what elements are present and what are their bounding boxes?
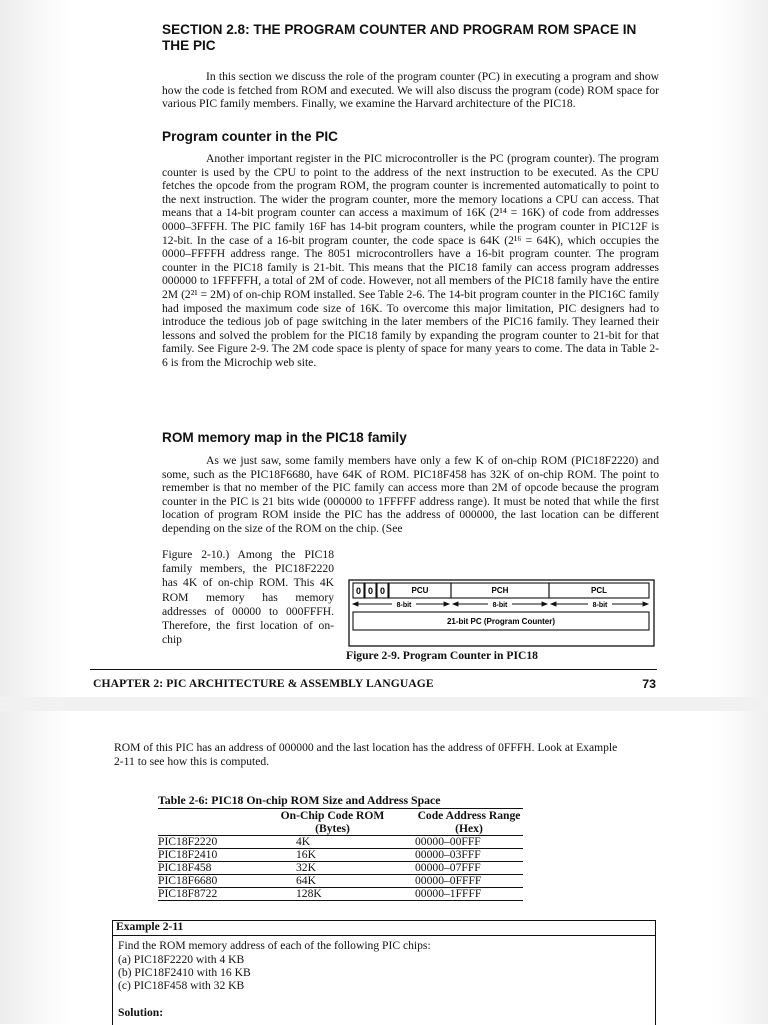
continuation-paragraph: ROM of this PIC has an address of 000000 and the last location has the address of 0FFFH. Look at Example 2-11 to see how this is computed. — [114, 741, 618, 768]
table-row — [158, 849, 523, 862]
pcu-bits-label: 8-bit — [396, 602, 412, 609]
table-row — [158, 888, 523, 901]
example-question: Find the ROM memory address of each of the following PIC chips: — [118, 939, 431, 952]
solution-label: Solution: — [118, 1006, 164, 1019]
pcl-bits-label: 8-bit — [592, 602, 608, 609]
scan-shadow-right — [708, 0, 768, 1024]
rom-cell: 16K — [250, 849, 415, 862]
table-row — [158, 836, 523, 849]
rom-cell: 64K — [250, 875, 415, 888]
rom-cell: 128K — [250, 888, 415, 901]
pcu-label: PCU — [411, 586, 429, 595]
rom-cell: 4K — [250, 836, 415, 849]
example-item-b: (b) PIC18F2410 with 16 KB — [118, 966, 251, 979]
section-title: SECTION 2.8: THE PROGRAM COUNTER AND PROGRAM ROM SPACE IN THE PIC — [162, 22, 637, 53]
rom-cell: 32K — [250, 862, 415, 875]
table-row — [158, 875, 523, 888]
pch-label: PCH — [491, 586, 509, 595]
page-number: 73 — [642, 677, 656, 691]
range-cell: 00000–1FFFF — [415, 888, 523, 901]
example-item-c: (c) PIC18F458 with 32 KB — [118, 979, 245, 992]
range-cell: 00000–00FFF — [415, 836, 523, 849]
footer-rule — [90, 669, 657, 670]
example-title: Example 2-11 — [116, 920, 184, 933]
program-counter-paragraph: Another important register in the PIC microcontroller is the PC (program counter). The program counter is used by the CPU to point to the address of the next instruction to be executed. As the CPU fetches the opcode from the program ROM, the program counter is incremented automatically to point to the next instruction. The wider the program counter, more the memory locations a CPU can access. That means that a 14-bit program counter can access a maximum of 16K (2¹⁴ = 16K) of code from addresses 0000–3FFFH. The PIC family 16F has 14-bit program counters, while the program counter in PIC12F is 12-bit. In the case of a 16-bit program counter, the code space is 64K (2¹⁶ = 64K), which occupies the 0000–FFFFH address range. The 8051 microcontrollers have a 16-bit program counter. The program counter in the PIC18 family is 21-bit. This means that the PIC18 family can access program addresses 000000 to 1FFFFFH, a total of 2M of code. However, not all members of the PIC18 family have the entire 2M (2²¹ = 2M) of on-chip ROM installed. See Table 2-6. The 14-bit program counter in the PIC16C family had imposed the maximum code size of 16K. To overcome this major limitation, PIC designers had to introduce the tedious job of page switching in the later members of the PIC16 family. They learned their lessons and solved the problem for the PIC18 family by expanding the program counter to 21-bit for that family. See Figure 2-9. The 2M code space is plenty of space for many years to come. The data in Table 2-6 is from the Microchip web site. — [162, 152, 659, 369]
table-row — [158, 862, 523, 875]
range-cell: 00000–03FFF — [415, 849, 523, 862]
table-header-range: Code Address Range — [417, 809, 521, 822]
zero-bit-label: 0 — [355, 586, 362, 596]
rom-memory-map-paragraph: As we just saw, some family members have only a few K of on-chip ROM (PIC18F2220) and some, such as the PIC18F6680, have 64K of ROM. PIC18F458 has 32K of on-chip ROM. The point to remember is that no member of the PIC family can access more than 2M of opcode because the program counter in the PIC is 21 bits wide (000000 to 1FFFFF address range). It must be noted that while the first location of program ROM inside the PIC has the address of 000000, the last location can be different depending on the size of the ROM on the chip. (See — [162, 454, 659, 535]
range-cell: 00000–07FFF — [415, 862, 523, 875]
table-header-range-unit: (Hex) — [415, 822, 523, 836]
page-gap — [0, 697, 768, 711]
zero-bit-label: 0 — [379, 586, 386, 596]
chip-cell: PIC18F6680 — [158, 875, 250, 888]
table-header-rom-unit: (Bytes) — [250, 822, 415, 836]
chip-cell: PIC18F458 — [158, 862, 250, 875]
table-title: Table 2-6: PIC18 On-chip ROM Size and Address Space — [158, 794, 523, 809]
example-item-a: (a) PIC18F2220 with 4 KB — [118, 953, 245, 966]
range-cell: 00000–0FFFF — [415, 875, 523, 888]
scan-shadow-left — [0, 0, 72, 1024]
table-header-chip — [158, 809, 250, 822]
subheading-program-counter: Program counter in the PIC — [162, 129, 338, 144]
program-counter-figure — [345, 578, 657, 650]
chip-cell: PIC18F2220 — [158, 836, 250, 849]
figure-caption: Figure 2-9. Program Counter in PIC18 — [346, 649, 538, 662]
chip-cell: PIC18F8722 — [158, 888, 250, 901]
chip-cell: PIC18F2410 — [158, 849, 250, 862]
intro-paragraph: In this section we discuss the role of the program counter (PC) in executing a program and show how the code is fetched from ROM and executed. We will also discuss the program (code) ROM space for various PIC family members. Finally, we examine the Harvard architecture of the PIC18. — [162, 70, 659, 111]
subheading-rom-memory-map: ROM memory map in the PIC18 family — [162, 430, 407, 445]
example-title-box — [112, 920, 656, 935]
pch-bits-label: 8-bit — [492, 602, 508, 609]
pc-label: 21-bit PC (Program Counter) — [446, 617, 556, 626]
rom-memory-map-paragraph-wrap: Figure 2-10.) Among the PIC18 family members, the PIC18F2220 has 4K of on-chip ROM. This 4K ROM memory has memory addresses of 00000 to 000FFFH. Therefore, the first location of on-chip — [162, 548, 334, 647]
table-header-rom: On-Chip Code ROM — [280, 809, 385, 822]
chapter-footer: CHAPTER 2: PIC ARCHITECTURE & ASSEMBLY LANGUAGE — [93, 677, 434, 690]
pcl-label: PCL — [591, 586, 607, 595]
rom-size-table — [158, 809, 523, 901]
zero-bit-label: 0 — [367, 586, 374, 596]
